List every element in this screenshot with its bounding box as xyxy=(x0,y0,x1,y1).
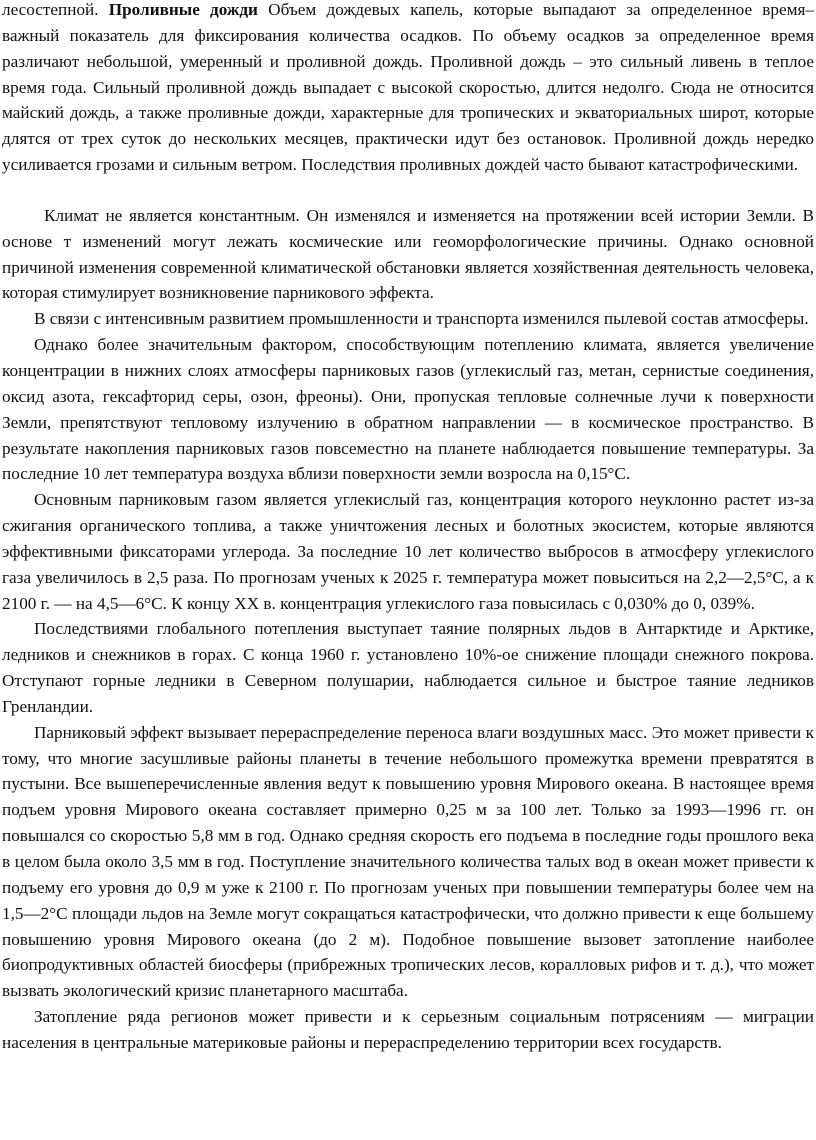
paragraph-rain xyxy=(2,0,814,178)
paragraph-migration: Затопление ряда регионов может привести и к серьезным социальным потрясениям — миграции населения в центральные материковые районы и перераспределению территории всех государств. xyxy=(2,1007,814,1052)
paragraph-climate: Климат не является константным. Он изменялся и изменяется на протяжении всей истории Земли. В основе т изменений могут лежать космические или геоморфологические причины. Однако основной причиной изменения современной климатической обстановки является хозяйственная деятельность человека, которая стимулирует возникновение парникового эффекта. xyxy=(2,205,814,303)
paragraph-rain-lead: лесостепной. xyxy=(2,0,109,19)
paragraph-ice-melt: Последствиями глобального потепления выступает таяние полярных льдов в Антарктиде и Арктике, ледников и снежников в горах. С конца 1960 г. установлено 10%-ое снижение площади снежного покрова. Отступают горные ледники в Северном полушарии, наблюдается сильное и быстрое таяние ледников Гренландии. xyxy=(2,619,814,716)
paragraph-dust: В связи с интенсивным развитием промышленности и транспорта изменился пылевой состав атмосферы. xyxy=(34,309,809,329)
paragraph-sea-level: Парниковый эффект вызывает перераспределение переноса влаги воздушных масс. Это может привести к тому, что многие засушливые районы планеты в течение небольшого промежутка времени превратятся в пустыни. Все вышеперечисленные явления ведут к повышению уровня Мирового океана. В настоящее время подъем уровня Мирового океана составляет примерно 0,25 м за 100 лет. Только за 1993—1996 гг. он повышался со скоростью 5,8 мм в год. Однако средняя скорость его подъема в последние годы прошлого века в целом была около 3,5 мм в год. Поступление значительного количества талых вод в океан может привести к подъему его уровня до 0,9 м уже к 2100 г. По прогнозам ученых при повышении температуры более чем на 1,5—2°С площади льдов на Земле могут сокращаться катастрофически, что должно привести к еще большему повышению уровня Мирового океана (до 2 м). Подобное повышение вызовет затопление наиболее биопродуктивных областей биосферы (прибрежных тропических лесов, коралловых рифов и т. д.), что может вызвать экологический кризис планетарного масштаба. xyxy=(2,722,814,1001)
paragraph-greenhouse-gases: Однако более значительным фактором, способствующим потеплению климата, является увеличение концентрации в нижних слоях атмосферы парниковых газов (углекислый газ, метан, сернистые соединения, оксид азота, гексафторид серы, озон, фреоны). Они, пропуская тепловые солнечные лучи к поверхности Земли, препятствуют тепловому излучению в обратном направлении — в космическое пространство. В результате накопления парниковых газов повсеместно на планете наблюдается повышение температуры. За последние 10 лет температура воздуха вблизи поверхности земли возросла на 0,15°С. xyxy=(2,335,814,484)
paragraph-rain-text: Объем дождевых капель, которые выпадают за определенное время– важный показатель для фиксирования количества осадков. По объему осадков за определенное время различают небольшой, умеренный и проливной дождь. Проливной дождь – это сильный ливень в теплое время года. Сильный проливной дождь выпадает с высокой скоростью, длится недолго. Сюда не относится майский дождь, а также проливные дожди, характерные для тропических и экваториальных широт, которые длятся от трех суток до нескольких месяцев, практически идут без остановок. Проливной дождь нередко усиливается грозами и сильным ветром. Последствия проливных дождей часто бывают катастрофическими. xyxy=(2,0,814,175)
paragraph-co2: Основным парниковым газом является углекислый газ, концентрация которого неуклонно растет из-за сжигания органического топлива, а также уничтожения лесных и болотных экосистем, которые являются эффективными фиксаторами углерода. За последние 10 лет количество выбросов в атмосферу углекислого газа увеличилось в 2,5 раза. По прогнозам ученых к 2025 г. температура может повыситься на 2,2—2,5°С, а к 2100 г. — на 4,5—6°С. К концу XX в. концентрация углекислого газа повысилась с 0,030% до 0, 039%. xyxy=(2,490,814,613)
heading-heavy-rains: Проливные дожди xyxy=(108,0,258,19)
